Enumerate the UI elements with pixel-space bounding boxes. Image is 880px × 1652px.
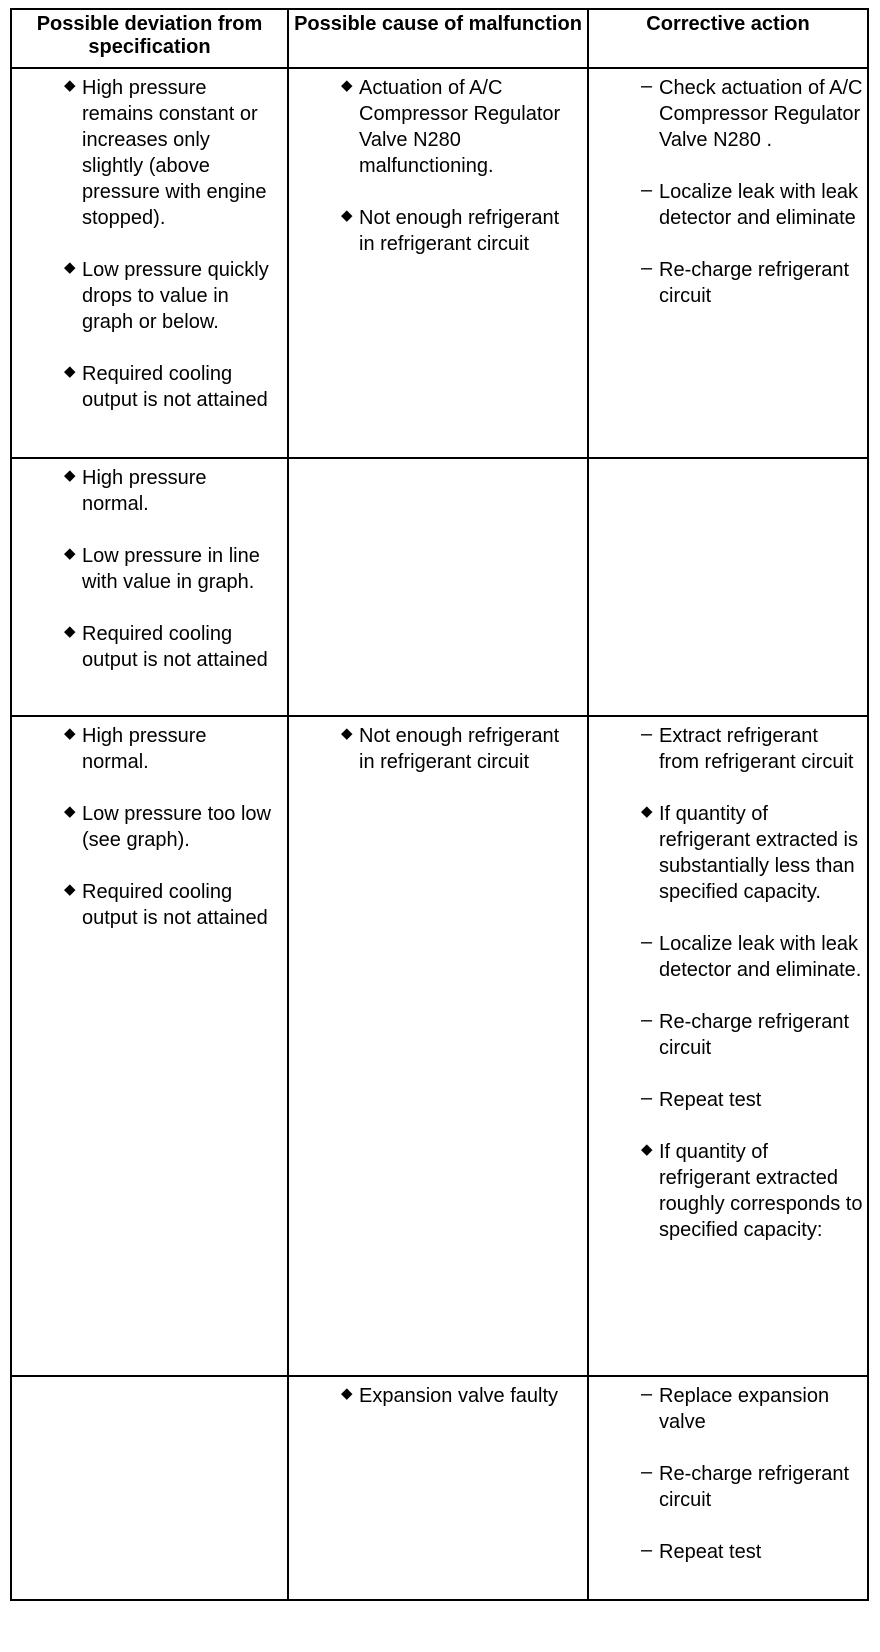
action-item (641, 179, 863, 231)
action-item (641, 1087, 863, 1113)
bullet-icon: ◆ (341, 207, 353, 224)
deviation-item (64, 723, 273, 775)
deviation-text: High pressure normal. (82, 467, 207, 515)
cause-item (341, 75, 577, 179)
deviation-text: Low pressure in line with value in graph. (82, 545, 260, 593)
bullet-icon: ◆ (64, 803, 76, 820)
deviation-item (64, 801, 273, 853)
deviation-item (64, 879, 273, 931)
deviation-item (64, 361, 273, 413)
bullet-icon: ◆ (64, 725, 76, 742)
cause-cell (288, 68, 588, 458)
cause-text: Expansion valve faulty (359, 1385, 559, 1407)
deviation-cell (11, 716, 288, 1376)
action-text: Replace expansion valve (659, 1385, 830, 1433)
cause-item (341, 205, 577, 257)
deviation-text: Required cooling output is not attained (82, 623, 268, 671)
dash-icon: – (641, 1539, 653, 1561)
action-item (641, 931, 863, 983)
action-text: Check actuation of A/C Compressor Regulator Valve N280 . (659, 77, 863, 151)
dash-icon: – (641, 931, 653, 953)
action-text: Re-charge refrigerant circuit (659, 1463, 850, 1511)
action-item (641, 1461, 863, 1513)
action-item (641, 75, 863, 153)
bullet-icon: ◆ (341, 1385, 353, 1402)
action-item (641, 1539, 863, 1565)
dash-icon: – (641, 1009, 653, 1031)
diagnosis-table (10, 8, 869, 1601)
bullet-icon: ◆ (64, 363, 76, 380)
table-row (11, 458, 868, 716)
deviation-cell (11, 458, 288, 716)
header-action: Corrective action (588, 9, 868, 68)
bullet-icon: ◆ (64, 545, 76, 562)
action-item (641, 1139, 863, 1243)
deviation-text: Required cooling output is not attained (82, 881, 268, 929)
dash-icon: – (641, 179, 653, 201)
deviation-cell (11, 1376, 288, 1600)
bullet-icon: ◆ (64, 259, 76, 276)
deviation-text: Low pressure quickly drops to value in graph or below. (82, 259, 269, 333)
deviation-text: High pressure normal. (82, 725, 207, 773)
table-row (11, 68, 868, 458)
action-item (641, 723, 863, 775)
dash-icon: – (641, 257, 653, 279)
action-item (641, 1383, 863, 1435)
header-deviation: Possible deviation from specification (11, 9, 288, 68)
table-row (11, 1376, 868, 1600)
action-text: If quantity of refrigerant extracted roughly corresponds to specified capacity: (659, 1141, 863, 1241)
action-text: Repeat test (659, 1541, 762, 1563)
header-row (11, 9, 868, 68)
cause-text: Not enough refrigerant in refrigerant circuit (359, 207, 560, 255)
action-text: If quantity of refrigerant extracted is substantially less than specified capacity. (659, 803, 858, 903)
cause-cell (288, 1376, 588, 1600)
bullet-icon: ◆ (341, 725, 353, 742)
deviation-text: Required cooling output is not attained (82, 363, 268, 411)
bullet-icon: ◆ (641, 803, 653, 820)
action-text: Localize leak with leak detector and eliminate. (659, 933, 862, 981)
cause-cell (288, 716, 588, 1376)
bullet-icon: ◆ (64, 623, 76, 640)
bullet-icon: ◆ (64, 467, 76, 484)
bullet-icon: ◆ (341, 77, 353, 94)
dash-icon: – (641, 1383, 653, 1405)
deviation-item (64, 465, 273, 517)
action-item (641, 1009, 863, 1061)
deviation-item (64, 543, 273, 595)
dash-icon: – (641, 1461, 653, 1483)
table-row (11, 716, 868, 1376)
bullet-icon: ◆ (64, 881, 76, 898)
deviation-item (64, 257, 273, 335)
action-text: Repeat test (659, 1089, 762, 1111)
cause-item (341, 1383, 577, 1409)
action-text: Localize leak with leak detector and eliminate (659, 181, 858, 229)
deviation-text: High pressure remains constant or increases only slightly (above pressure with engine stopped). (82, 77, 267, 229)
action-cell (588, 716, 868, 1376)
action-text: Re-charge refrigerant circuit (659, 1011, 850, 1059)
cause-text: Actuation of A/C Compressor Regulator Valve N280 malfunctioning. (359, 77, 561, 177)
cause-cell (288, 458, 588, 716)
dash-icon: – (641, 1087, 653, 1109)
bullet-icon: ◆ (641, 1141, 653, 1158)
cause-item (341, 723, 577, 775)
action-cell (588, 68, 868, 458)
action-item (641, 801, 863, 905)
bullet-icon: ◆ (64, 77, 76, 94)
action-text: Re-charge refrigerant circuit (659, 259, 850, 307)
dash-icon: – (641, 75, 653, 97)
action-cell (588, 1376, 868, 1600)
action-item (641, 257, 863, 309)
deviation-text: Low pressure too low (see graph). (82, 803, 271, 851)
action-cell (588, 458, 868, 716)
action-text: Extract refrigerant from refrigerant circuit (659, 725, 854, 773)
dash-icon: – (641, 723, 653, 745)
header-cause: Possible cause of malfunction (288, 9, 588, 68)
deviation-cell (11, 68, 288, 458)
deviation-item (64, 75, 273, 231)
cause-text: Not enough refrigerant in refrigerant circuit (359, 725, 560, 773)
deviation-item (64, 621, 273, 673)
